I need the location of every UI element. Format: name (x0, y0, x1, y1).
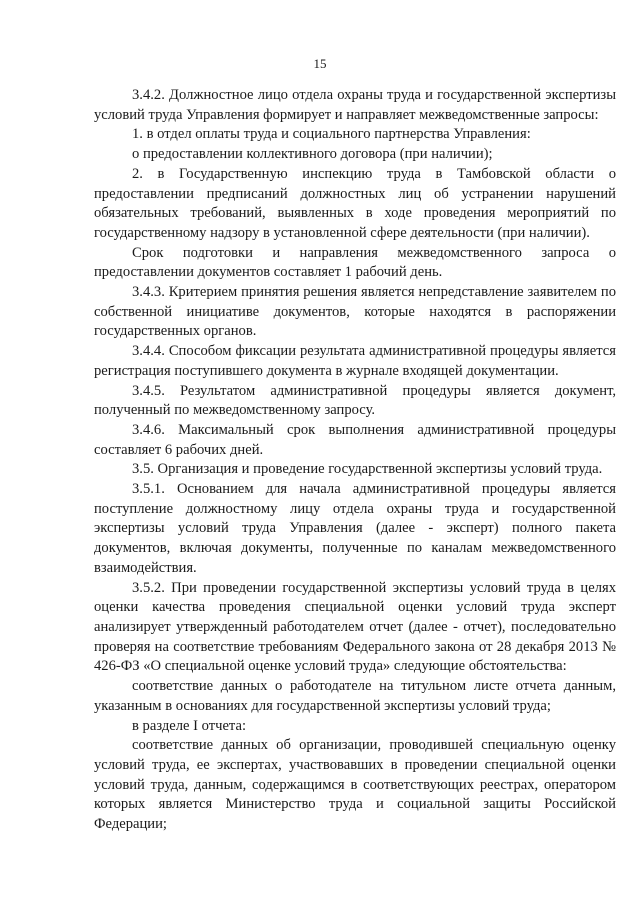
paragraph-item-2: 2. в Государственную инспекцию труда в Тамбовской области о предоставлении предписаний должностных лиц об устранении нарушений обязательных требований, выявленных в ходе проведения мероприятий по государственному надзору в установленной сфере деятельности (при наличии). (94, 165, 616, 241)
paragraph-3-4-6: 3.4.6. Максимальный срок выполнения административной процедуры составляет 6 рабочих дней. (94, 421, 616, 458)
document-body (94, 86, 616, 835)
paragraph-organization-check: соответствие данных об организации, проводившей специальную оценку условий труда, ее экспертах, участвовавших в проведении специальной оценки условий труда, данным, содержащимся в соответствующих реестрах, оператором которых является Министерство труда и социальной защиты Российской Федерации; (94, 737, 616, 833)
page-number: 15 (313, 56, 327, 71)
paragraph-3-4-2: 3.4.2. Должностное лицо отдела охраны труда и государственной экспертизы условий труда Управления формирует и направляет межведомственные запросы: (94, 87, 616, 123)
paragraph-title-page-check: соответствие данных о работодателе на титульном листе отчета данным, указанным в основаниях для государственной экспертизы условий труда; (94, 678, 616, 714)
paragraph-3-4-5: 3.4.5. Результатом административной процедуры является документ, полученный по межведомственному запросу. (94, 382, 616, 419)
paragraph-3-4-4: 3.4.4. Способом фиксации результата административной процедуры является регистрация поступившего документа в журнале входящей документации. (94, 343, 616, 379)
paragraph-collective-agreement: о предоставлении коллективного договора (при наличии); (132, 146, 493, 163)
paragraph-item-1: 1. в отдел оплаты труда и социального партнерства Управления: (132, 126, 531, 143)
paragraph-3-5-2: 3.5.2. При проведении государственной экспертизы условий труда в целях оценки качества проведения специальной оценки условий труда эксперт анализирует утвержденный работодателем отчет (далее - отчет), последовательно проверяя на соответствие требованиям Федерального закона от 28 декабря 2013 № 426-ФЗ «О специальной оценке условий труда» следующие обстоятельства: (94, 579, 616, 675)
paragraph-3-5: 3.5. Организация и проведение государственной экспертизы условий труда. (132, 461, 603, 478)
paragraph-section-1-heading: в разделе I отчета: (132, 717, 247, 734)
paragraph-request-deadline: Срок подготовки и направления межведомственного запроса о предоставлении документов составляет 1 рабочий день. (94, 244, 616, 281)
paragraph-3-4-3: 3.4.3. Критерием принятия решения является непредставление заявителем по собственной инициативе документов, которые находятся в распоряжении государственных органов. (94, 284, 616, 340)
paragraph-3-5-1: 3.5.1. Основанием для начала административной процедуры является поступление должностному лицу отдела охраны труда и государственной экспертизы условий труда Управления (далее - эксперт) полного пакета документов, включая документы, полученные по каналам межведомственного взаимодействия. (94, 481, 616, 576)
